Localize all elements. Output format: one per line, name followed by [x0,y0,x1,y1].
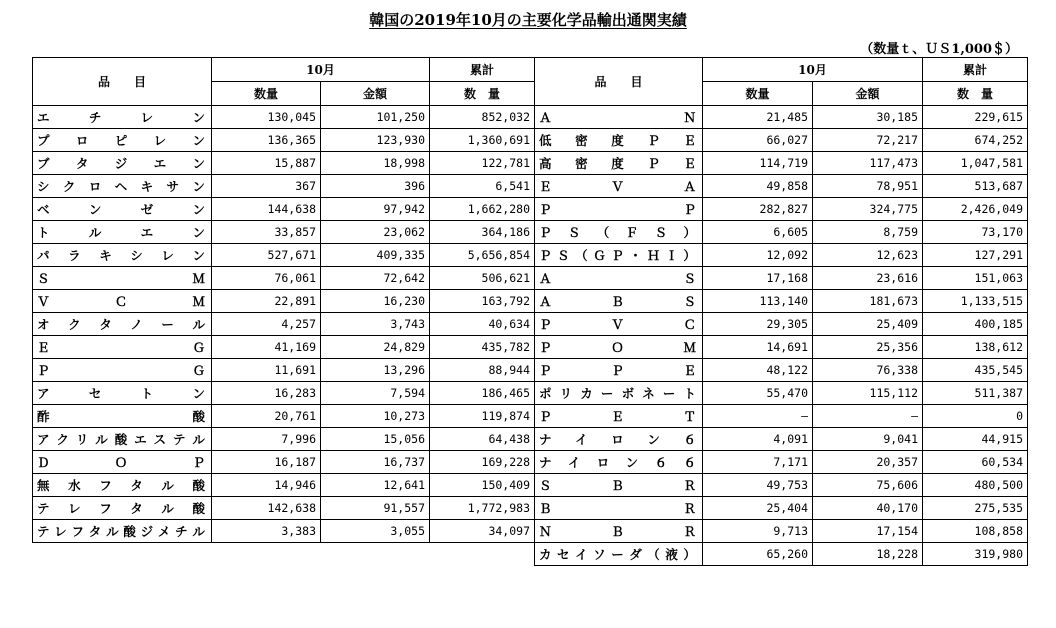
item-name-text: エ チ レ ン [37,110,205,125]
table-row [33,405,1028,428]
item-name [535,451,703,474]
item-name-text: ト ル エ ン [37,225,205,240]
quantity-cell: 20,761 [212,405,321,428]
cumulative-cell: 122,781 [430,152,535,175]
item-name [535,543,703,566]
cumulative-cell: 435,545 [923,359,1028,382]
table-row [33,290,1028,313]
header-item: 品 目 [33,58,212,106]
header-cum-quantity: 数 量 [430,82,535,106]
cumulative-cell: 169,228 [430,451,535,474]
amount-cell: 18,998 [321,152,430,175]
quantity-cell: 14,691 [703,336,813,359]
item-name-text: テ レ フ タ ル 酸 ジ メ チ ル [37,524,205,539]
table-row [33,543,1028,566]
table-row [33,474,1028,497]
amount-cell: 13,296 [321,359,430,382]
cumulative-cell: 513,687 [923,175,1028,198]
cumulative-cell: 1,662,280 [430,198,535,221]
amount-cell: 181,673 [813,290,923,313]
item-name-text: Ｅ Ｖ Ａ [539,179,696,194]
item-name [535,129,703,152]
item-name-text: Ｂ Ｒ [539,501,696,516]
table-row [33,129,1028,152]
header-cumulative: 累計 [923,58,1028,82]
table-row [33,336,1028,359]
cumulative-cell: 506,621 [430,267,535,290]
table-row [33,198,1028,221]
item-name [33,428,212,451]
amount-cell: 12,623 [813,244,923,267]
amount-cell: 91,557 [321,497,430,520]
header-month: 10月 [703,58,923,82]
cumulative-cell: 319,980 [923,543,1028,566]
quantity-cell: 16,283 [212,382,321,405]
quantity-cell: 49,753 [703,474,813,497]
quantity-cell: 76,061 [212,267,321,290]
amount-cell: 30,185 [813,106,923,129]
empty-cell [430,543,535,566]
header-quantity: 数量 [212,82,321,106]
amount-cell: 76,338 [813,359,923,382]
table-row [33,428,1028,451]
item-name [33,175,212,198]
item-name-text: ナ イ ロ ン ６ [539,432,696,447]
item-name-text: ア ク リ ル 酸 エ ス テ ル [37,432,205,447]
item-name-text: 高 密 度 Ｐ Ｅ [539,156,696,171]
cumulative-cell: 480,500 [923,474,1028,497]
header-month: 10月 [212,58,430,82]
amount-cell: 25,356 [813,336,923,359]
quantity-cell: 66,027 [703,129,813,152]
amount-cell: 123,930 [321,129,430,152]
quantity-cell: 21,485 [703,106,813,129]
item-name-text: Ｎ Ｂ Ｒ [539,524,696,539]
quantity-cell: 33,857 [212,221,321,244]
cumulative-cell: 40,634 [430,313,535,336]
table-row [33,106,1028,129]
cumulative-cell: 60,534 [923,451,1028,474]
item-name-text: Ｐ Ｖ Ｃ [539,317,696,332]
item-name-text: ブ タ ジ エ ン [37,156,205,171]
quantity-cell: 11,691 [212,359,321,382]
item-name [33,336,212,359]
cumulative-cell: 119,874 [430,405,535,428]
item-name [33,451,212,474]
quantity-cell: 130,045 [212,106,321,129]
item-name-text: Ａ Ｎ [539,110,696,125]
item-name-text: Ｅ Ｇ [37,340,205,355]
item-name [33,198,212,221]
table-row [33,520,1028,543]
header-quantity: 数量 [703,82,813,106]
amount-cell: 3,743 [321,313,430,336]
amount-cell: 23,616 [813,267,923,290]
table-body [33,106,1028,566]
cumulative-cell: 275,535 [923,497,1028,520]
quantity-cell: 55,470 [703,382,813,405]
item-name [33,106,212,129]
cumulative-cell: 64,438 [430,428,535,451]
cumulative-cell: 108,858 [923,520,1028,543]
table-row [33,497,1028,520]
quantity-cell: 9,713 [703,520,813,543]
quantity-cell: 3,383 [212,520,321,543]
item-name-text: Ｐ Ｓ （ Ｇ Ｐ ・ Ｈ Ｉ ） [539,248,696,263]
item-name [535,313,703,336]
item-name [535,428,703,451]
item-name-text: Ｐ Ｓ （ Ｆ Ｓ ） [539,225,696,240]
quantity-cell: 282,827 [703,198,813,221]
quantity-cell: 4,257 [212,313,321,336]
cumulative-cell: 1,772,983 [430,497,535,520]
quantity-cell: 41,169 [212,336,321,359]
item-name-text: 酢 酸 [37,409,205,424]
quantity-cell: 22,891 [212,290,321,313]
item-name [535,405,703,428]
item-name-text: シ ク ロ ヘ キ サ ン [37,179,205,194]
cumulative-cell: 674,252 [923,129,1028,152]
amount-cell: 97,942 [321,198,430,221]
item-name [33,405,212,428]
cumulative-cell: 44,915 [923,428,1028,451]
amount-cell: 72,217 [813,129,923,152]
amount-cell: 23,062 [321,221,430,244]
item-name-text: オ ク タ ノ ー ル [37,317,205,332]
quantity-cell: 136,365 [212,129,321,152]
header-amount: 金額 [813,82,923,106]
item-name [535,106,703,129]
table-row [33,267,1028,290]
item-name-text: カ セ イ ソ ー ダ （ 液 ） [539,547,696,562]
cumulative-cell: 34,097 [430,520,535,543]
quantity-cell: 113,140 [703,290,813,313]
amount-cell: 324,775 [813,198,923,221]
item-name-text: プ ロ ピ レ ン [37,133,205,148]
item-name-text: Ｐ Ｇ [37,363,205,378]
item-name-text: Ｖ Ｃ Ｍ [37,294,205,309]
amount-cell: 17,154 [813,520,923,543]
item-name [33,382,212,405]
item-name-text: Ｐ Ｐ Ｅ [539,363,696,378]
quantity-cell: 142,638 [212,497,321,520]
amount-cell: 12,641 [321,474,430,497]
item-name [535,221,703,244]
amount-cell: 72,642 [321,267,430,290]
amount-cell: 117,473 [813,152,923,175]
cumulative-cell: 88,944 [430,359,535,382]
quantity-cell: 15,887 [212,152,321,175]
quantity-cell: 14,946 [212,474,321,497]
amount-cell: 10,273 [321,405,430,428]
amount-cell: 18,228 [813,543,923,566]
cumulative-cell: 400,185 [923,313,1028,336]
item-name-text: 無 水 フ タ ル 酸 [37,478,205,493]
cumulative-cell: 1,360,691 [430,129,535,152]
item-name-text: 低 密 度 Ｐ Ｅ [539,133,696,148]
item-name-text: Ａ Ｓ [539,271,696,286]
item-name [33,129,212,152]
quantity-cell: 367 [212,175,321,198]
quantity-cell: ― [703,405,813,428]
quantity-cell: 25,404 [703,497,813,520]
amount-cell: 16,737 [321,451,430,474]
quantity-cell: 7,996 [212,428,321,451]
cumulative-cell: 6,541 [430,175,535,198]
page-title: 韓国の2019年10月の主要化学品輸出通関実績 [369,11,687,29]
table-row [33,451,1028,474]
amount-cell: 40,170 [813,497,923,520]
item-name-text: Ｓ Ｍ [37,271,205,286]
item-name [33,244,212,267]
amount-cell: 75,606 [813,474,923,497]
amount-cell: 115,112 [813,382,923,405]
table-row [33,152,1028,175]
amount-cell: 409,335 [321,244,430,267]
amount-cell: 15,056 [321,428,430,451]
unit-note: （数量ｔ、ＵＳ1,000＄） [860,42,1018,57]
item-name-text: ナ イ ロ ン ６ ６ [539,455,696,470]
item-name [33,267,212,290]
item-name [33,152,212,175]
amount-cell: 9,041 [813,428,923,451]
item-name [535,497,703,520]
amount-cell: 3,055 [321,520,430,543]
item-name [33,474,212,497]
cumulative-cell: 1,047,581 [923,152,1028,175]
item-name-text: パ ラ キ シ レ ン [37,248,205,263]
item-name-text: ポ リ カ ー ボ ネ ー ト [539,386,696,401]
quantity-cell: 6,605 [703,221,813,244]
item-name [33,359,212,382]
amount-cell: 7,594 [321,382,430,405]
item-name [33,290,212,313]
cumulative-cell: 138,612 [923,336,1028,359]
item-name-text: Ｓ Ｂ Ｒ [539,478,696,493]
amount-cell: 101,250 [321,106,430,129]
quantity-cell: 527,671 [212,244,321,267]
table-row [33,175,1028,198]
quantity-cell: 144,638 [212,198,321,221]
item-name [535,290,703,313]
cumulative-cell: 127,291 [923,244,1028,267]
table-row [33,244,1028,267]
item-name [535,244,703,267]
cumulative-cell: 2,426,049 [923,198,1028,221]
amount-cell: 16,230 [321,290,430,313]
amount-cell: 25,409 [813,313,923,336]
amount-cell: 20,357 [813,451,923,474]
cumulative-cell: 151,063 [923,267,1028,290]
cumulative-cell: 229,615 [923,106,1028,129]
quantity-cell: 16,187 [212,451,321,474]
item-name [535,382,703,405]
header-item: 品 目 [535,58,703,106]
header-row-1 [33,58,1028,82]
item-name-text: Ｄ Ｏ Ｐ [37,455,205,470]
quantity-cell: 7,171 [703,451,813,474]
item-name-text: Ａ Ｂ Ｓ [539,294,696,309]
table-row [33,359,1028,382]
export-table [32,57,1028,566]
item-name [535,152,703,175]
item-name [535,198,703,221]
amount-cell: 24,829 [321,336,430,359]
header-amount: 金額 [321,82,430,106]
item-name [33,520,212,543]
cumulative-cell: 150,409 [430,474,535,497]
cumulative-cell: 186,465 [430,382,535,405]
quantity-cell: 48,122 [703,359,813,382]
item-name-text: ベ ン ゼ ン [37,202,205,217]
item-name [33,221,212,244]
quantity-cell: 12,092 [703,244,813,267]
cumulative-cell: 852,032 [430,106,535,129]
cumulative-cell: 0 [923,405,1028,428]
table-row [33,221,1028,244]
amount-cell: 396 [321,175,430,198]
empty-cell [33,543,212,566]
empty-cell [321,543,430,566]
amount-cell: 78,951 [813,175,923,198]
table-row [33,313,1028,336]
item-name [535,520,703,543]
cumulative-cell: 163,792 [430,290,535,313]
item-name-text: Ｐ Ｅ Ｔ [539,409,696,424]
quantity-cell: 17,168 [703,267,813,290]
cumulative-cell: 364,186 [430,221,535,244]
quantity-cell: 4,091 [703,428,813,451]
item-name [33,497,212,520]
quantity-cell: 114,719 [703,152,813,175]
quantity-cell: 65,260 [703,543,813,566]
amount-cell: 8,759 [813,221,923,244]
header-cum-quantity: 数 量 [923,82,1028,106]
item-name [535,175,703,198]
item-name [535,336,703,359]
item-name-text: ア セ ト ン [37,386,205,401]
item-name-text: Ｐ Ｏ Ｍ [539,340,696,355]
item-name-text: Ｐ Ｐ [539,202,696,217]
item-name-text: テ レ フ タ ル 酸 [37,501,205,516]
cumulative-cell: 73,170 [923,221,1028,244]
quantity-cell: 49,858 [703,175,813,198]
cumulative-cell: 5,656,854 [430,244,535,267]
cumulative-cell: 511,387 [923,382,1028,405]
item-name [535,474,703,497]
table-row [33,382,1028,405]
item-name [33,313,212,336]
item-name [535,267,703,290]
amount-cell: ― [813,405,923,428]
header-cumulative: 累計 [430,58,535,82]
cumulative-cell: 1,133,515 [923,290,1028,313]
quantity-cell: 29,305 [703,313,813,336]
empty-cell [212,543,321,566]
item-name [535,359,703,382]
cumulative-cell: 435,782 [430,336,535,359]
